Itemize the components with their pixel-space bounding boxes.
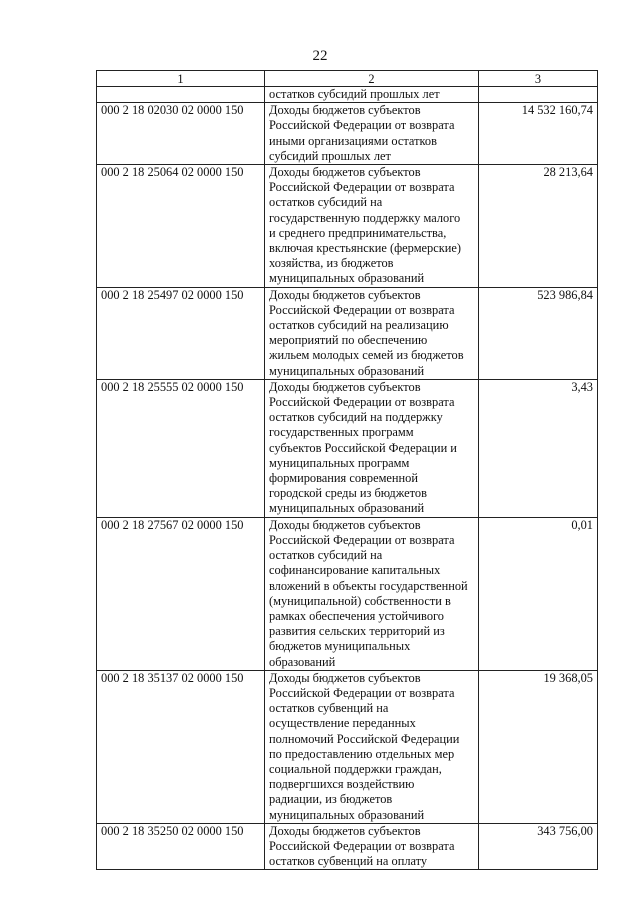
continuation-row — [97, 87, 598, 103]
continuation-amount-cell — [479, 87, 598, 103]
table-row — [97, 823, 598, 870]
continuation-description: остатков субсидий прошлых лет — [265, 87, 479, 103]
amount-value: 28 213,64 — [479, 165, 598, 288]
budget-code: 000 2 18 35137 02 0000 150 — [97, 670, 265, 823]
table-row — [97, 103, 598, 165]
amount-value: 0,01 — [479, 517, 598, 670]
budget-table — [96, 70, 598, 870]
table-row — [97, 379, 598, 517]
budget-code: 000 2 18 25555 02 0000 150 — [97, 379, 265, 517]
table-row — [97, 165, 598, 288]
table-row — [97, 287, 598, 379]
income-description: Доходы бюджетов субъектов Российской Федерации от возврата остатков субвенций на осуществление переданных полномочий Российской Федерации по предоставлению отдельных мер социальной поддержки граждан, подвергшихся воздействию радиации, из бюджетов муниципальных образований — [265, 670, 479, 823]
income-description: Доходы бюджетов субъектов Российской Федерации от возврата остатков субсидий на софинансирование капитальных вложений в объекты государственной (муниципальной) собственности в рамках обеспечения устойчивого развития сельских территорий из бюджетов муниципальных образований — [265, 517, 479, 670]
table-row — [97, 670, 598, 823]
amount-value: 19 368,05 — [479, 670, 598, 823]
income-description: Доходы бюджетов субъектов Российской Федерации от возврата остатков субсидий на реализацию мероприятий по обеспечению жильем молодых семей из бюджетов муниципальных образований — [265, 287, 479, 379]
amount-value: 14 532 160,74 — [479, 103, 598, 165]
continuation-code-cell — [97, 87, 265, 103]
amount-value: 523 986,84 — [479, 287, 598, 379]
table-header-row — [97, 71, 598, 87]
income-description: Доходы бюджетов субъектов Российской Федерации от возврата иными организациями остатков субсидий прошлых лет — [265, 103, 479, 165]
amount-value: 3,43 — [479, 379, 598, 517]
income-description: Доходы бюджетов субъектов Российской Федерации от возврата остатков субсидий на государственную поддержку малого и среднего предпринимательства, включая крестьянские (фермерские) хозяйства, из бюджетов муниципальных образований — [265, 165, 479, 288]
budget-code: 000 2 18 27567 02 0000 150 — [97, 517, 265, 670]
table-row — [97, 517, 598, 670]
income-description: Доходы бюджетов субъектов Российской Федерации от возврата остатков субсидий на поддержку государственных программ субъектов Российской Федерации и муниципальных программ формирования современной городской среды из бюджетов муниципальных образований — [265, 379, 479, 517]
column-header-3: 3 — [479, 71, 598, 87]
column-header-1: 1 — [97, 71, 265, 87]
budget-code: 000 2 18 25497 02 0000 150 — [97, 287, 265, 379]
income-description: Доходы бюджетов субъектов Российской Федерации от возврата остатков субвенций на оплату — [265, 823, 479, 870]
amount-value: 343 756,00 — [479, 823, 598, 870]
page-number: 22 — [312, 48, 328, 64]
budget-code: 000 2 18 25064 02 0000 150 — [97, 165, 265, 288]
budget-code: 000 2 18 35250 02 0000 150 — [97, 823, 265, 870]
column-header-2: 2 — [265, 71, 479, 87]
budget-code: 000 2 18 02030 02 0000 150 — [97, 103, 265, 165]
